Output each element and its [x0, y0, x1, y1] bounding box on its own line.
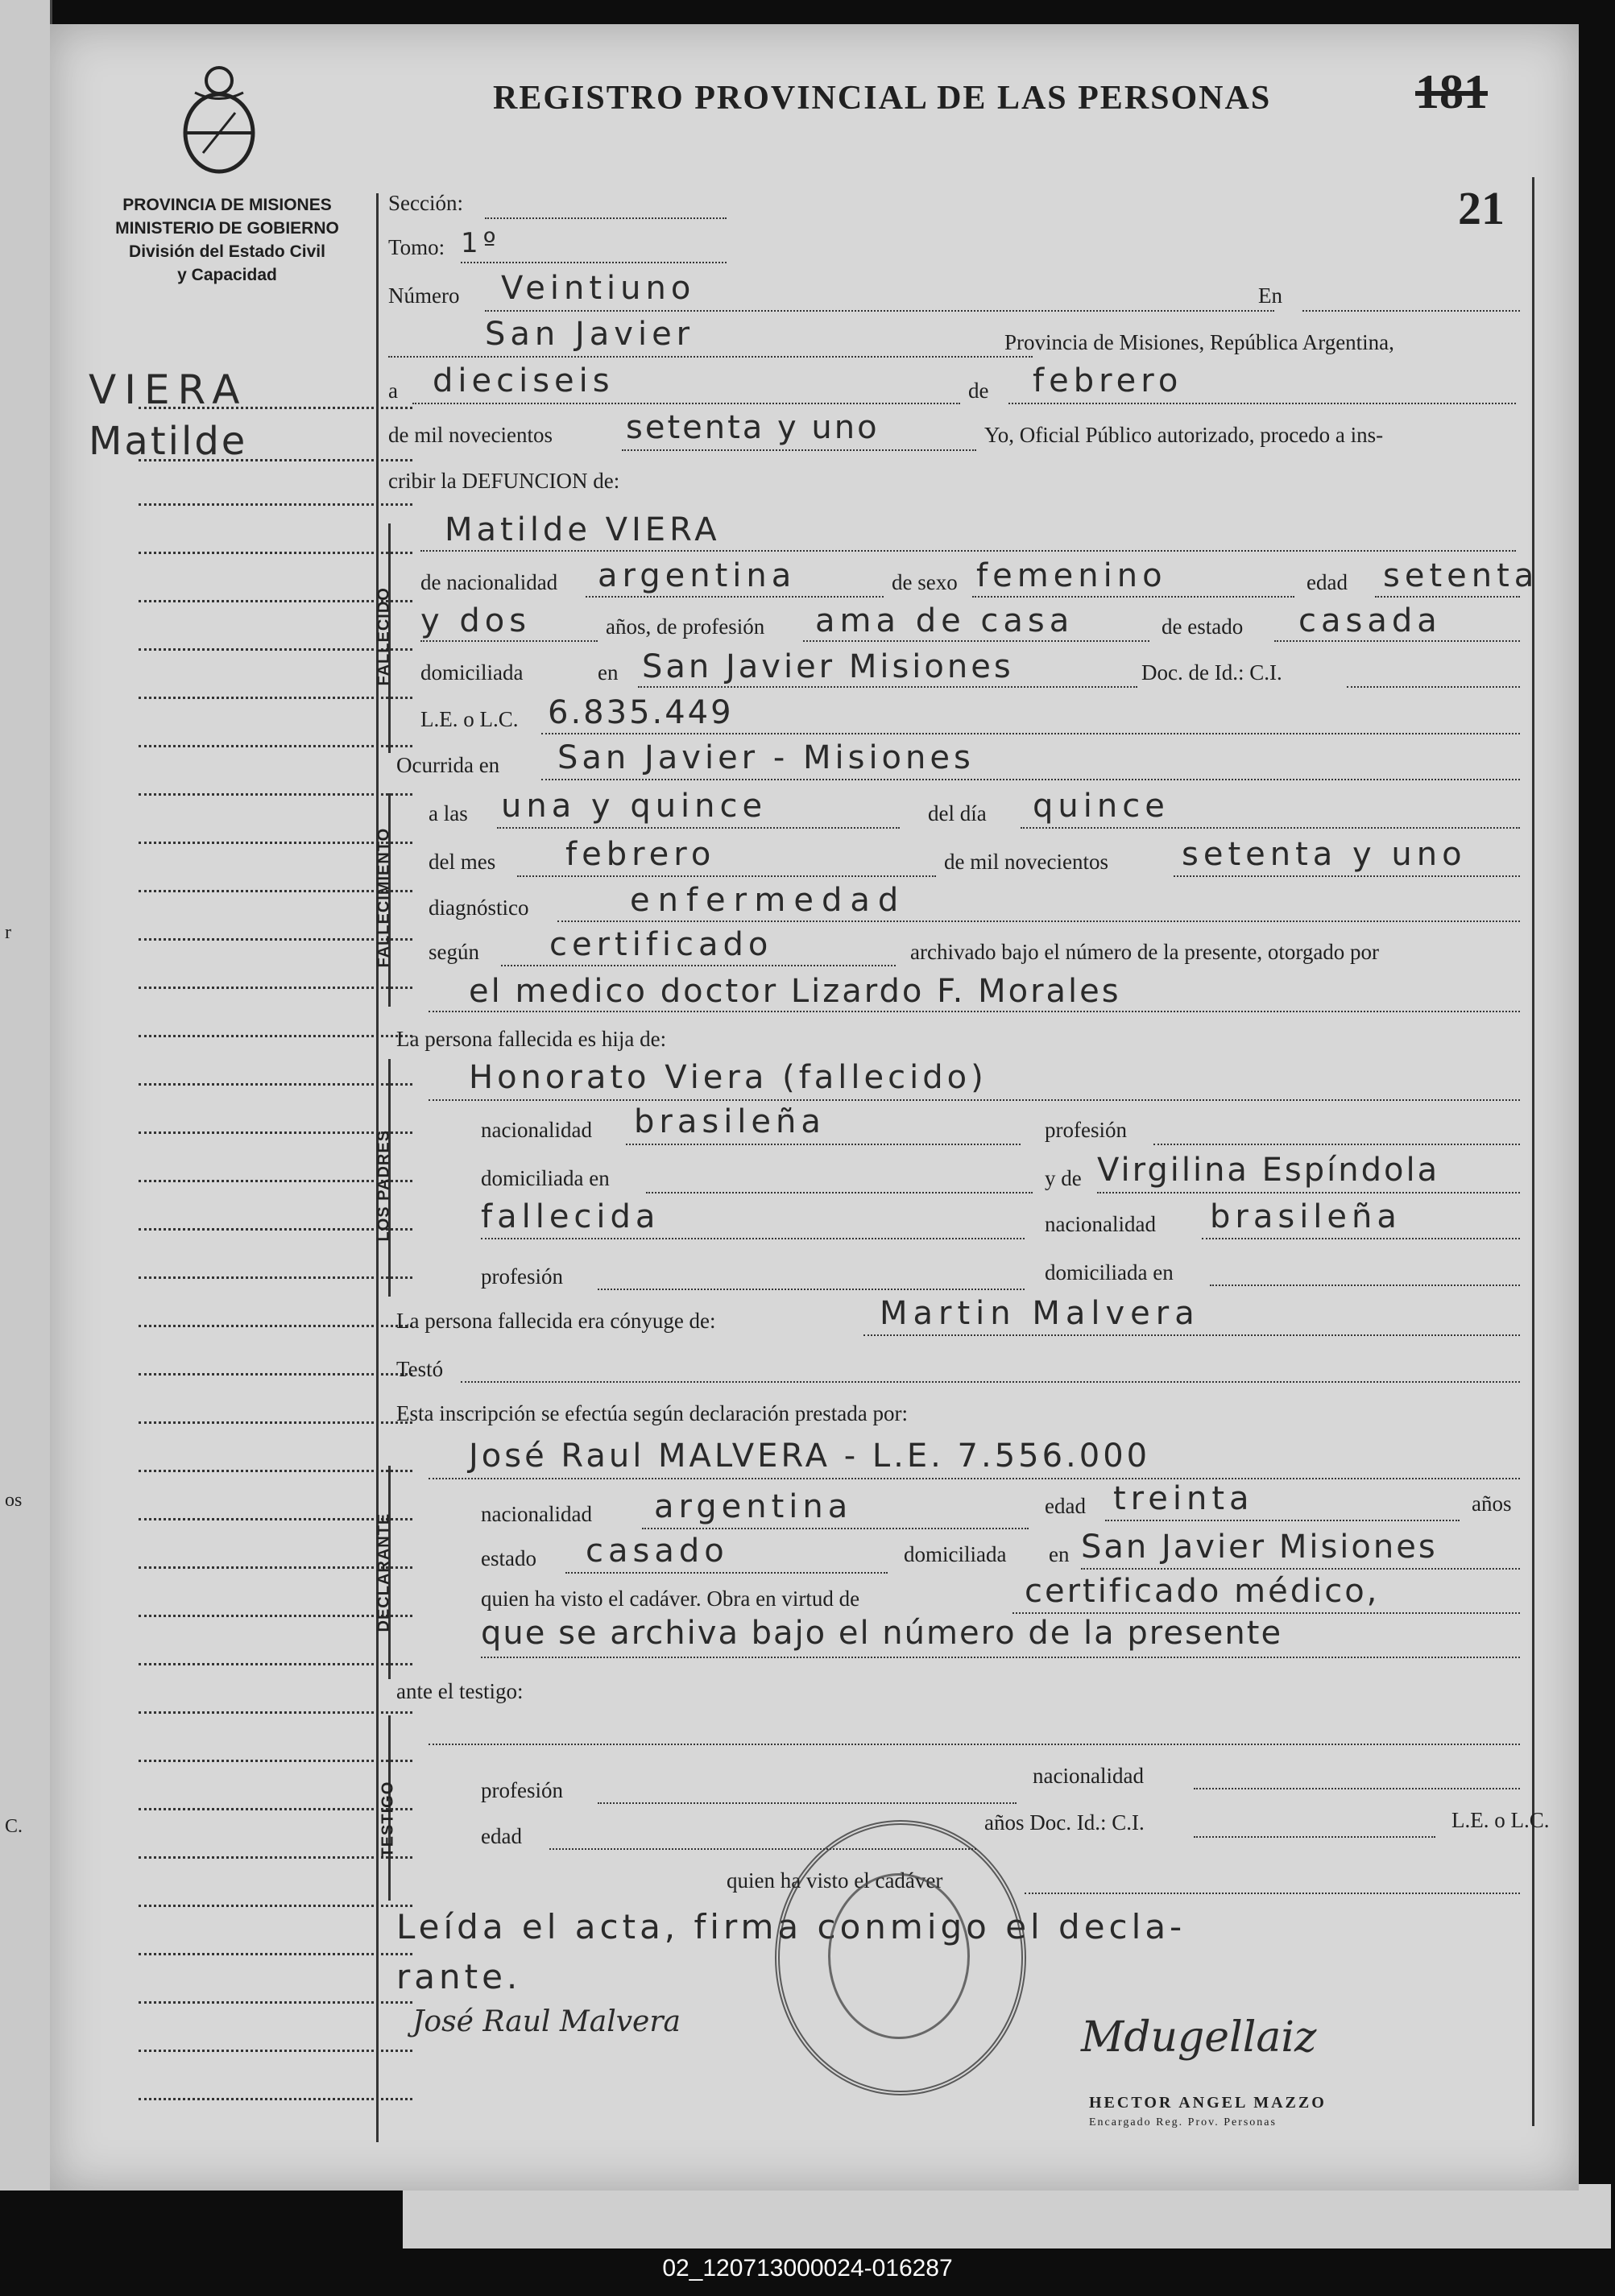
declarante-signature: José Raul Malvera [412, 2005, 681, 2038]
nacionalidad-label: de nacionalidad [420, 570, 558, 594]
testo-label: Testó [396, 1357, 444, 1381]
hora-value: una y quince [501, 788, 768, 825]
page-underlay [403, 2184, 1611, 2248]
cadaver-label: quien ha visto el cadáver. Obra en virtud de [481, 1587, 860, 1611]
ministry-line: PROVINCIA DE MISIONES [122, 196, 332, 214]
en-label: En [1258, 283, 1282, 308]
file-id-caption: 02_120713000024-016287 [662, 2255, 953, 2282]
domiciliada-padre-label: domiciliada en [481, 1166, 610, 1190]
estado-value: casada [1298, 602, 1442, 639]
declarante-edad-label: edad [1045, 1494, 1086, 1518]
fallecimiento-mil-label: de mil novecientos [944, 850, 1108, 874]
day-value: dieciseis [433, 362, 615, 399]
y-de-label: y de [1045, 1166, 1082, 1190]
seccion-label: Sección: [388, 191, 463, 215]
hija-de-label: La persona fallecida es hija de: [396, 1027, 667, 1051]
a-label: a [388, 379, 398, 403]
declarante-domiciliada-label: domiciliada [904, 1542, 1007, 1566]
edad-label: edad [1306, 570, 1348, 594]
nacionalidad-padre-value: brasileña [634, 1103, 826, 1140]
numero-value: Veintiuno [501, 270, 696, 307]
nacionalidad-madre-label: nacionalidad [1045, 1212, 1156, 1236]
official-title: Encargado Reg. Prov. Personas [1089, 2116, 1277, 2128]
left-fragment-c: C. [5, 1816, 23, 1837]
ministry-block [74, 193, 380, 287]
ocurrida-value: San Javier - Misiones [557, 739, 975, 776]
margin-surname: VIERA [89, 366, 248, 413]
le-label: L.E. o L.C. [420, 707, 519, 731]
nacionalidad-padre-label: nacionalidad [481, 1118, 592, 1142]
anios-profesion-label: años, de profesión [606, 614, 765, 639]
segun-value: certificado [549, 926, 773, 963]
ministry-line: División del Estado Civil [129, 242, 325, 261]
declarante-domicilio-value: San Javier Misiones [1081, 1529, 1438, 1566]
yo-oficial-label: Yo, Oficial Público autorizado, procedo a ins- [984, 423, 1384, 447]
de-label: de [968, 379, 989, 403]
fallecimiento-section-label: FALLECIMIENTO [375, 827, 393, 968]
edad-value-continued: y dos [420, 602, 532, 639]
register-page [50, 24, 1579, 2191]
month-value: febrero [1033, 362, 1183, 399]
declarante-nacionalidad-value: argentina [654, 1488, 853, 1525]
declarante-section-label: DECLARANTE [375, 1512, 393, 1632]
sexo-label: de sexo [892, 570, 958, 594]
fallecido-name: Matilde VIERA [445, 511, 721, 548]
testigo-section-label: TESTIGO [379, 1781, 397, 1858]
declarante-estado-value: casado [586, 1533, 729, 1570]
official-name: HECTOR ANGEL MAZZO [1089, 2094, 1327, 2112]
declarante-name: José Raul MALVERA - L.E. 7.556.000 [469, 1438, 1151, 1475]
segun-label: según [429, 940, 479, 964]
certificado-value: certificado médico, [1025, 1573, 1380, 1610]
diagnostico-value: enfermedad [630, 882, 907, 919]
domiciliada-en-label: en [598, 660, 619, 685]
mes-value: febrero [565, 836, 716, 873]
doc-id-label: Doc. de Id.: C.I. [1141, 660, 1282, 685]
medico-value: el medico doctor Lizardo F. Morales [469, 973, 1121, 1010]
struck-page-number: 181 [1415, 65, 1488, 118]
dia-label: del día [928, 801, 987, 825]
domiciliada-label: domiciliada [420, 660, 524, 685]
nacionalidad-value: argentina [598, 557, 797, 594]
declarante-anios-label: años [1472, 1491, 1512, 1516]
tomo-label: Tomo: [388, 235, 445, 259]
archivado-label: archivado bajo el número de la presente, otorgado por [910, 940, 1380, 964]
declarante-estado-label: estado [481, 1546, 536, 1570]
estado-label: de estado [1162, 614, 1244, 639]
coat-of-arms-icon [171, 56, 267, 177]
padre-value: Honorato Viera (fallecido) [469, 1059, 988, 1096]
nacionalidad-madre-value: brasileña [1210, 1198, 1402, 1235]
inscribir-label: cribir la DEFUNCION de: [388, 469, 620, 493]
declarante-nacionalidad-label: nacionalidad [481, 1502, 592, 1526]
madre-value: Virgilina Espíndola [1097, 1152, 1440, 1189]
provincia-label: Provincia de Misiones, República Argentina, [1004, 330, 1394, 354]
sexo-value: femenino [976, 557, 1167, 594]
mil-novecientos-label: de mil novecientos [388, 423, 553, 447]
fallecido-section-label: FALLECIDO [375, 587, 393, 686]
left-fragment-os: os [5, 1490, 23, 1511]
conyuge-value: Martin Malvera [880, 1295, 1200, 1332]
dia-value: quince [1033, 788, 1170, 825]
left-page-edge [0, 0, 52, 2191]
declaracion-label: Esta inscripción se efectúa según declaración prestada por: [396, 1401, 908, 1425]
edad-value: setenta [1383, 557, 1539, 594]
page-number: 21 [1458, 182, 1505, 234]
profesion-value: ama de casa [815, 602, 1075, 639]
conyuge-label: La persona fallecida era cónyuge de: [396, 1309, 716, 1333]
testigo-le-label: L.E. o L.C. [1451, 1808, 1550, 1832]
ante-testigo-label: ante el testigo: [396, 1679, 524, 1703]
tomo-value: 1º [461, 227, 501, 259]
declarante-edad-value: treinta [1113, 1480, 1254, 1517]
right-rule [1532, 177, 1534, 2126]
profesion-padre-label: profesión [1045, 1118, 1127, 1142]
testigo-edad-label: edad [481, 1824, 522, 1848]
profesion-madre-label: profesión [481, 1264, 563, 1289]
fallecimiento-anio-value: setenta y uno [1182, 836, 1467, 873]
mes-label: del mes [429, 850, 496, 874]
year-value: setenta y uno [626, 409, 880, 446]
closing-line-2: rante. [396, 1957, 522, 1996]
padres-section-label: LOS PADRES [375, 1129, 393, 1242]
testigo-doc-label: años Doc. Id.: C.I. [984, 1810, 1145, 1835]
le-value: 6.835.449 [548, 694, 734, 731]
declarante-en-label: en [1049, 1542, 1070, 1566]
margin-given-name: Matilde [89, 419, 248, 464]
numero-label: Número [388, 283, 460, 308]
domiciliada-madre-label: domiciliada en [1045, 1260, 1174, 1285]
official-signature: Mdugellaiz [1081, 2013, 1317, 2062]
left-fragment-r: r [5, 922, 11, 943]
closing-line-1: Leída el acta, firma conmigo el decla- [396, 1907, 1186, 1946]
testigo-profesion-label: profesión [481, 1778, 563, 1802]
archivo-line-value: que se archiva bajo el número de la presente [481, 1615, 1283, 1652]
page-title: REGISTRO PROVINCIAL DE LAS PERSONAS [493, 80, 1272, 117]
ocurrida-label: Ocurrida en [396, 753, 500, 777]
domicilio-value: San Javier Misiones [642, 648, 1014, 685]
testigo-cadaver-label: quien ha visto el cadáver [727, 1868, 943, 1893]
official-seal [775, 1820, 1026, 2095]
madre-estado-value: fallecida [481, 1198, 660, 1235]
diagnostico-label: diagnóstico [429, 896, 529, 920]
testigo-nacionalidad-label: nacionalidad [1033, 1764, 1144, 1788]
hora-label: a las [429, 801, 468, 825]
place-value: San Javier [485, 316, 695, 353]
ministry-line: y Capacidad [177, 266, 277, 284]
ministry-line: MINISTERIO DE GOBIERNO [115, 219, 339, 238]
